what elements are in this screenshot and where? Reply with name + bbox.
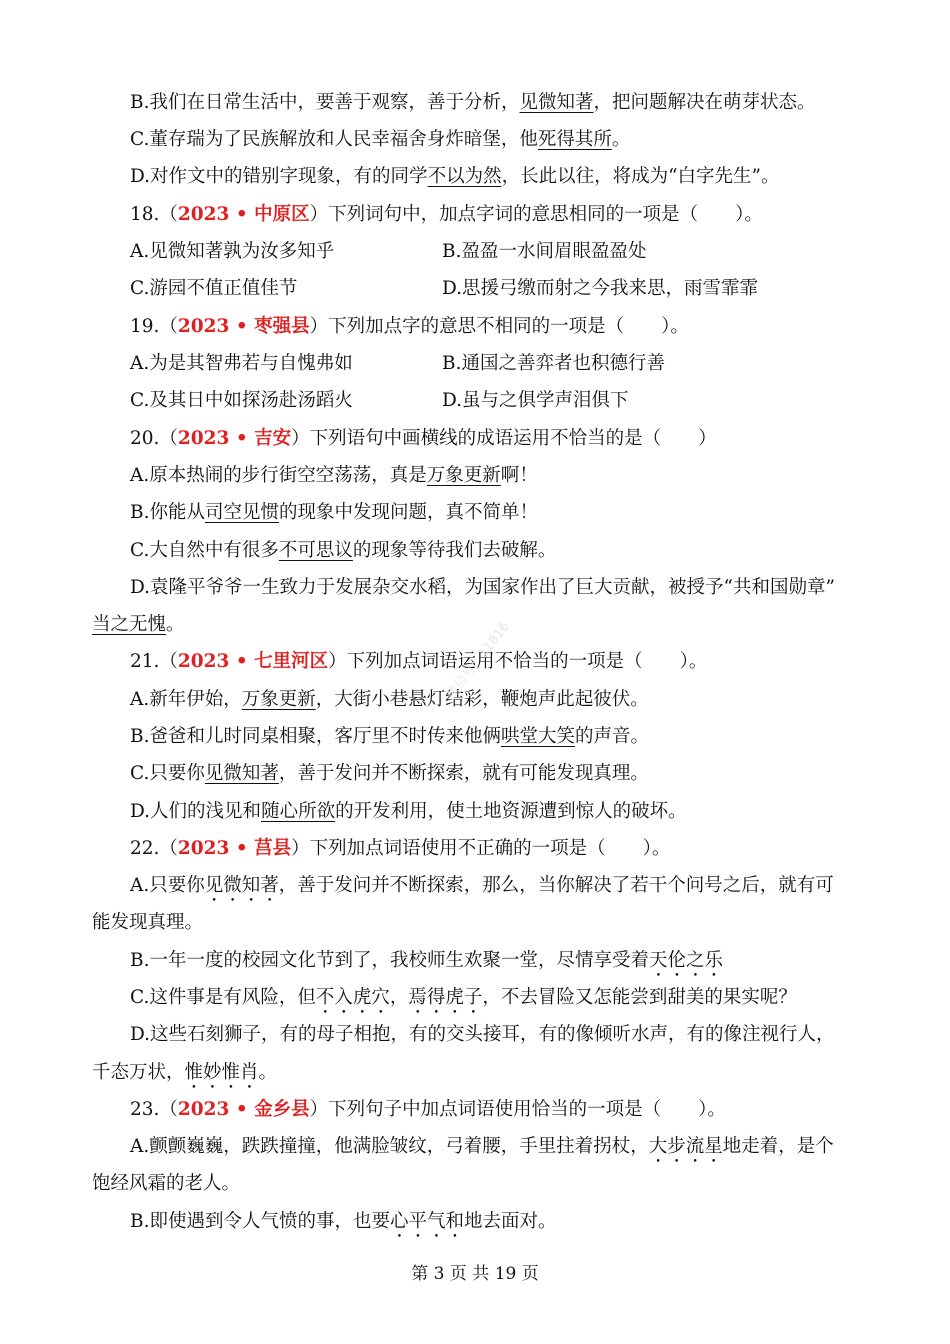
watermark: 微信号：11816	[443, 619, 513, 703]
q23-option-a-line2: 饱经风霜的老人。	[92, 1173, 241, 1194]
q20-option-c: C.大自然中有很多不可思议的现象等待我们去破解。	[130, 540, 557, 561]
q21-option-c: C.只要你见微知著，善于发问并不断探索，就有可能发现真理。	[130, 763, 649, 784]
q20-option-b: B.你能从司空见惯的现象中发现问题，真不简单！	[130, 502, 539, 523]
q18-row-2: C.游园不值正值佳节 D.思援弓缴而射之今我来思，雨雪霏霏	[130, 278, 759, 299]
q20-option-d-line1: D.袁隆平爷爷一生致力于发展杂交水稻，为国家作出了巨大贡献，被授予“共和国勋章”	[130, 577, 835, 598]
q21-option-d: D.人们的浅见和随心所欲的开发利用，使土地资源遭到惊人的破坏。	[130, 801, 687, 822]
q23-stem: 23.（2023 • 金乡县）下列句子中加点词语使用恰当的一项是（ ）。	[130, 1099, 726, 1120]
q20-option-a: A.原本热闹的步行街空空荡荡，真是万象更新啊！	[130, 465, 538, 486]
q17-option-d: D.对作文中的错别字现象，有的同学不以为然，长此以往，将成为“白字先生”。	[130, 166, 780, 187]
q22-stem: 22.（2023 • 莒县）下列加点词语使用不正确的一项是（ ）。	[130, 838, 671, 859]
q20-stem: 20.（2023 • 吉安）下列语句中画横线的成语运用不恰当的是（ ）	[130, 428, 717, 449]
q18-stem: 18.（2023 • 中原区）下列词句中，加点字词的意思相同的一项是（ ）。	[130, 204, 763, 225]
q17-option-c: C.董存瑞为了民族解放和人民幸福舍身炸暗堡，他死得其所。	[130, 129, 631, 150]
q22-option-a-line2: 能发现真理。	[92, 912, 204, 933]
q17-option-b: B.我们在日常生活中，要善于观察，善于分析，见微知著，把问题解决在萌芽状态。	[130, 92, 816, 113]
q21-option-b: B.爸爸和儿时同桌相聚，客厅里不时传来他俩哄堂大笑的声音。	[130, 726, 650, 747]
page-footer: 第 3 页 共 19 页	[411, 1264, 539, 1284]
q19-row-1: A.为是其智弗若与自愧弗如 B.通国之善弈者也积德行善	[130, 353, 665, 374]
q22-option-a-line1: A.只要你见微知著，善于发问并不断探索，那么，当你解决了若干个问号之后，就有可	[130, 875, 834, 896]
q22-option-b: B.一年一度的校园文化节到了，我校师生欢聚一堂，尽情享受着天伦之乐	[130, 950, 723, 971]
q21-stem: 21.（2023 • 七里河区）下列加点词语运用不恰当的一项是（ ）。	[130, 651, 708, 672]
q20-option-d-line2: 当之无愧。	[92, 614, 185, 635]
q19-stem: 19.（2023 • 枣强县）下列加点字的意思不相同的一项是（ ）。	[130, 316, 689, 337]
q22-option-c: C.这件事是有风险，但不入虎穴，焉得虎子，不去冒险又怎能尝到甜美的果实呢？	[130, 987, 797, 1008]
q22-option-d-line2: 千态万状，惟妙惟肖。	[92, 1062, 278, 1083]
q18-row-1: A.见微知著孰为汝多知乎 B.盈盈一水间眉眼盈盈处	[130, 241, 647, 262]
q23-option-b: B.即使遇到令人气愤的事，也要心平气和地去面对。	[130, 1211, 557, 1232]
q23-option-a-line1: A.颤颤巍巍，跌跌撞撞，他满脸皱纹，弓着腰，手里拄着拐杖，大步流星地走着，是个	[130, 1136, 834, 1157]
q19-row-2: C.及其日中如探汤赴汤蹈火 D.虽与之俱学声泪俱下	[130, 390, 629, 411]
q21-option-a: A.新年伊始，万象更新，大街小巷悬灯结彩，鞭炮声此起彼伏。	[130, 689, 649, 710]
q22-option-d-line1: D.这些石刻狮子，有的母子相抱，有的交头接耳，有的像倾听水声，有的像注视行人，	[130, 1024, 835, 1045]
